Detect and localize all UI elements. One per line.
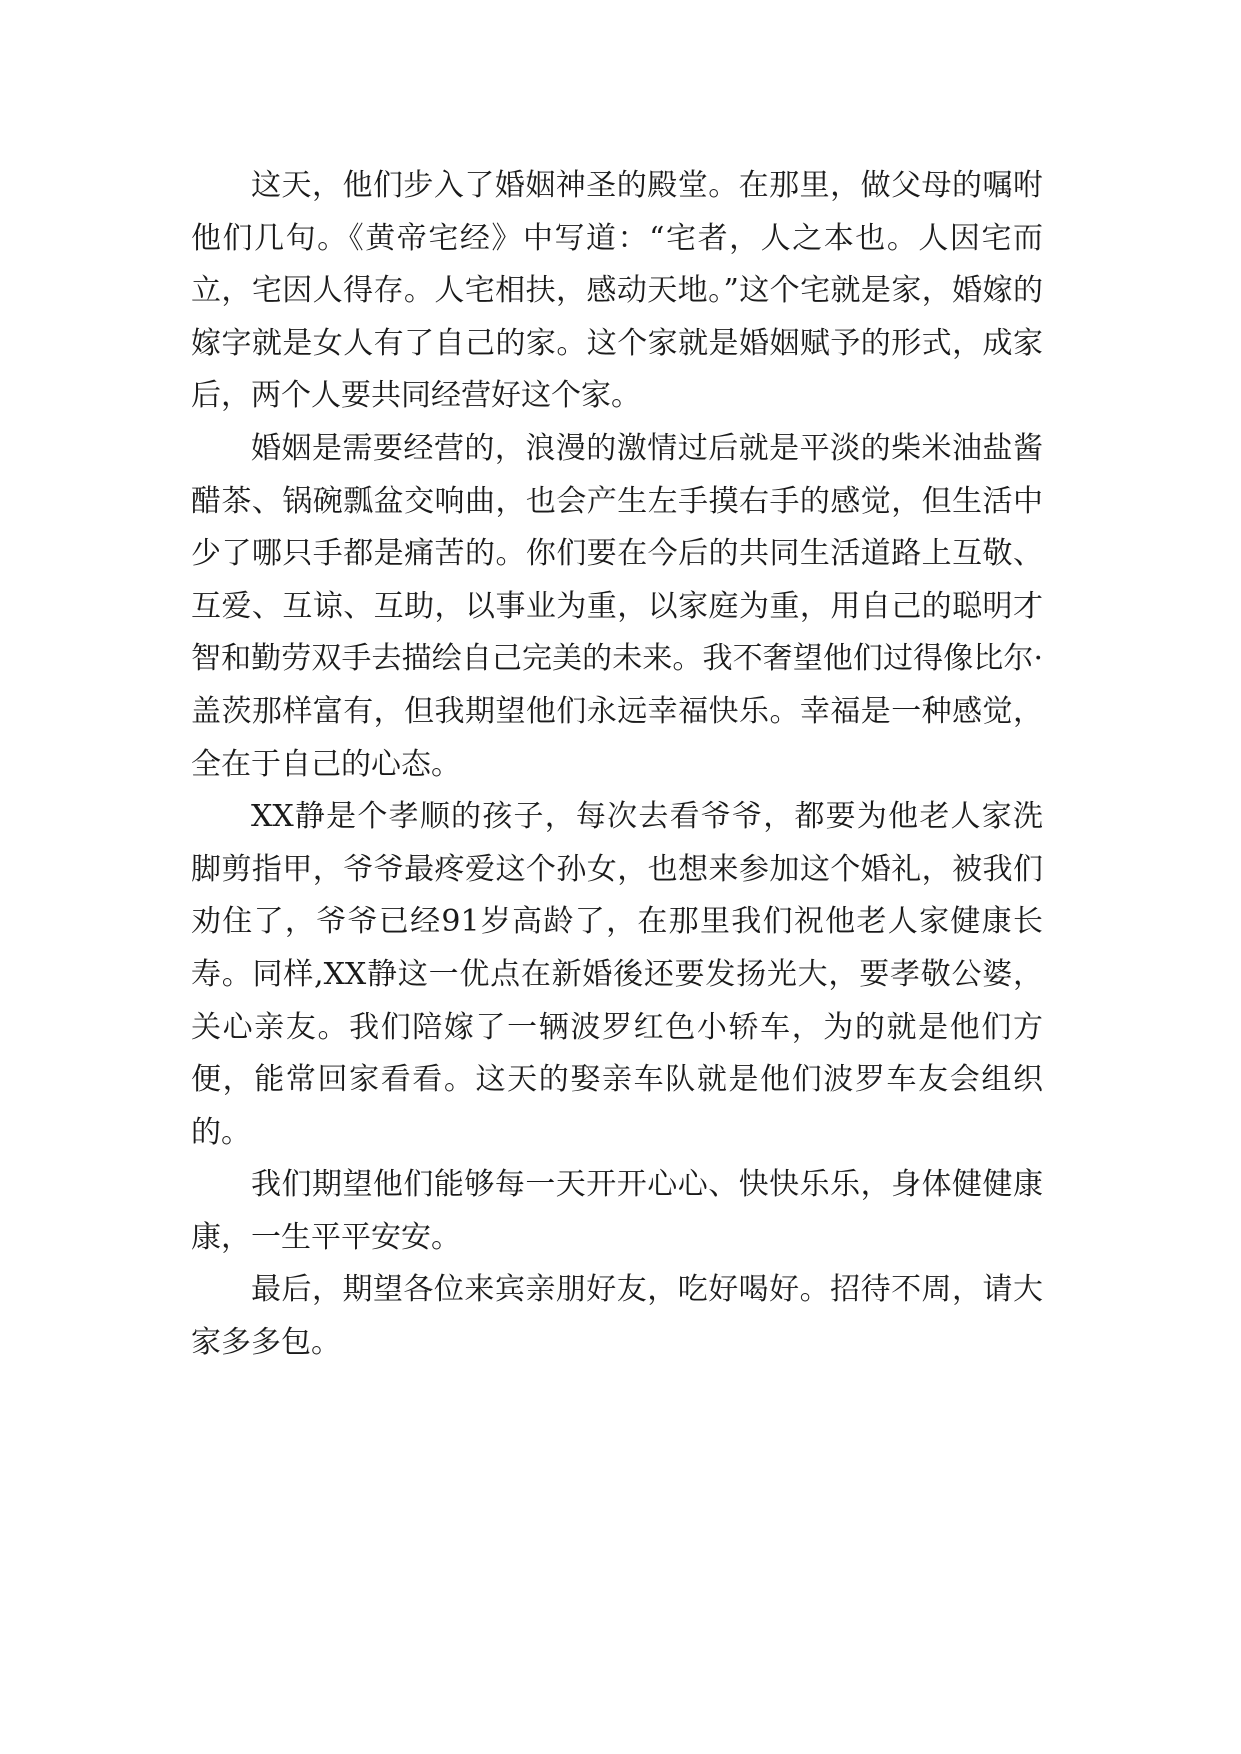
document-body: [191, 160, 1043, 1370]
paragraph-parents-blessing: 这天，他们步入了婚姻神圣的殿堂。在那里，做父母的嘱咐他们几句。《黄帝宅经》中写道：“宅者，人之本也。人因宅而立，宅因人得存。人宅相扶，感动天地。”这个宅就是家，婚嫁的嫁字就是女人有了自己的家。这个家就是婚姻赋予的形式，成家后，两个人要共同经营好这个家。: [191, 168, 1043, 414]
paragraph-closing: 最后，期望各位来宾亲朋好友，吃好喝好。招待不周，请大家多多包。: [191, 1272, 1043, 1361]
paragraph-wishes: 我们期望他们能够每一天开开心心、快快乐乐，身体健健康康，一生平平安安。: [191, 1167, 1043, 1255]
paragraph-filial-daughter: XX静是个孝顺的孩子，每次去看爷爷，都要为他老人家洗脚剪指甲，爷爷最疼爱这个孙女，也想来参加这个婚礼，被我们劝住了，爷爷已经91岁高龄了，在那里我们祝他老人家健康长寿。同样,XX静这一优点在新婚後还要发扬光大，要孝敬公婆，关心亲友。我们陪嫁了一辆波罗红色小轿车，为的就是他们方便，能常回家看看。这天的娶亲车队就是他们波罗车友会组织的。: [191, 799, 1043, 1150]
paragraph-marriage-management: 婚姻是需要经营的，浪漫的激情过后就是平淡的柴米油盐酱醋茶、锅碗瓢盆交响曲，也会产生左手摸右手的感觉，但生活中少了哪只手都是痛苦的。你们要在今后的共同生活道路上互敬、互爱、互谅、互助，以事业为重，以家庭为重，用自己的聪明才智和勤劳双手去描绘自己完美的未来。我不奢望他们过得像比尔·盖茨那样富有，但我期望他们永远幸福快乐。幸福是一种感觉，全在于自己的心态。: [191, 430, 1043, 782]
